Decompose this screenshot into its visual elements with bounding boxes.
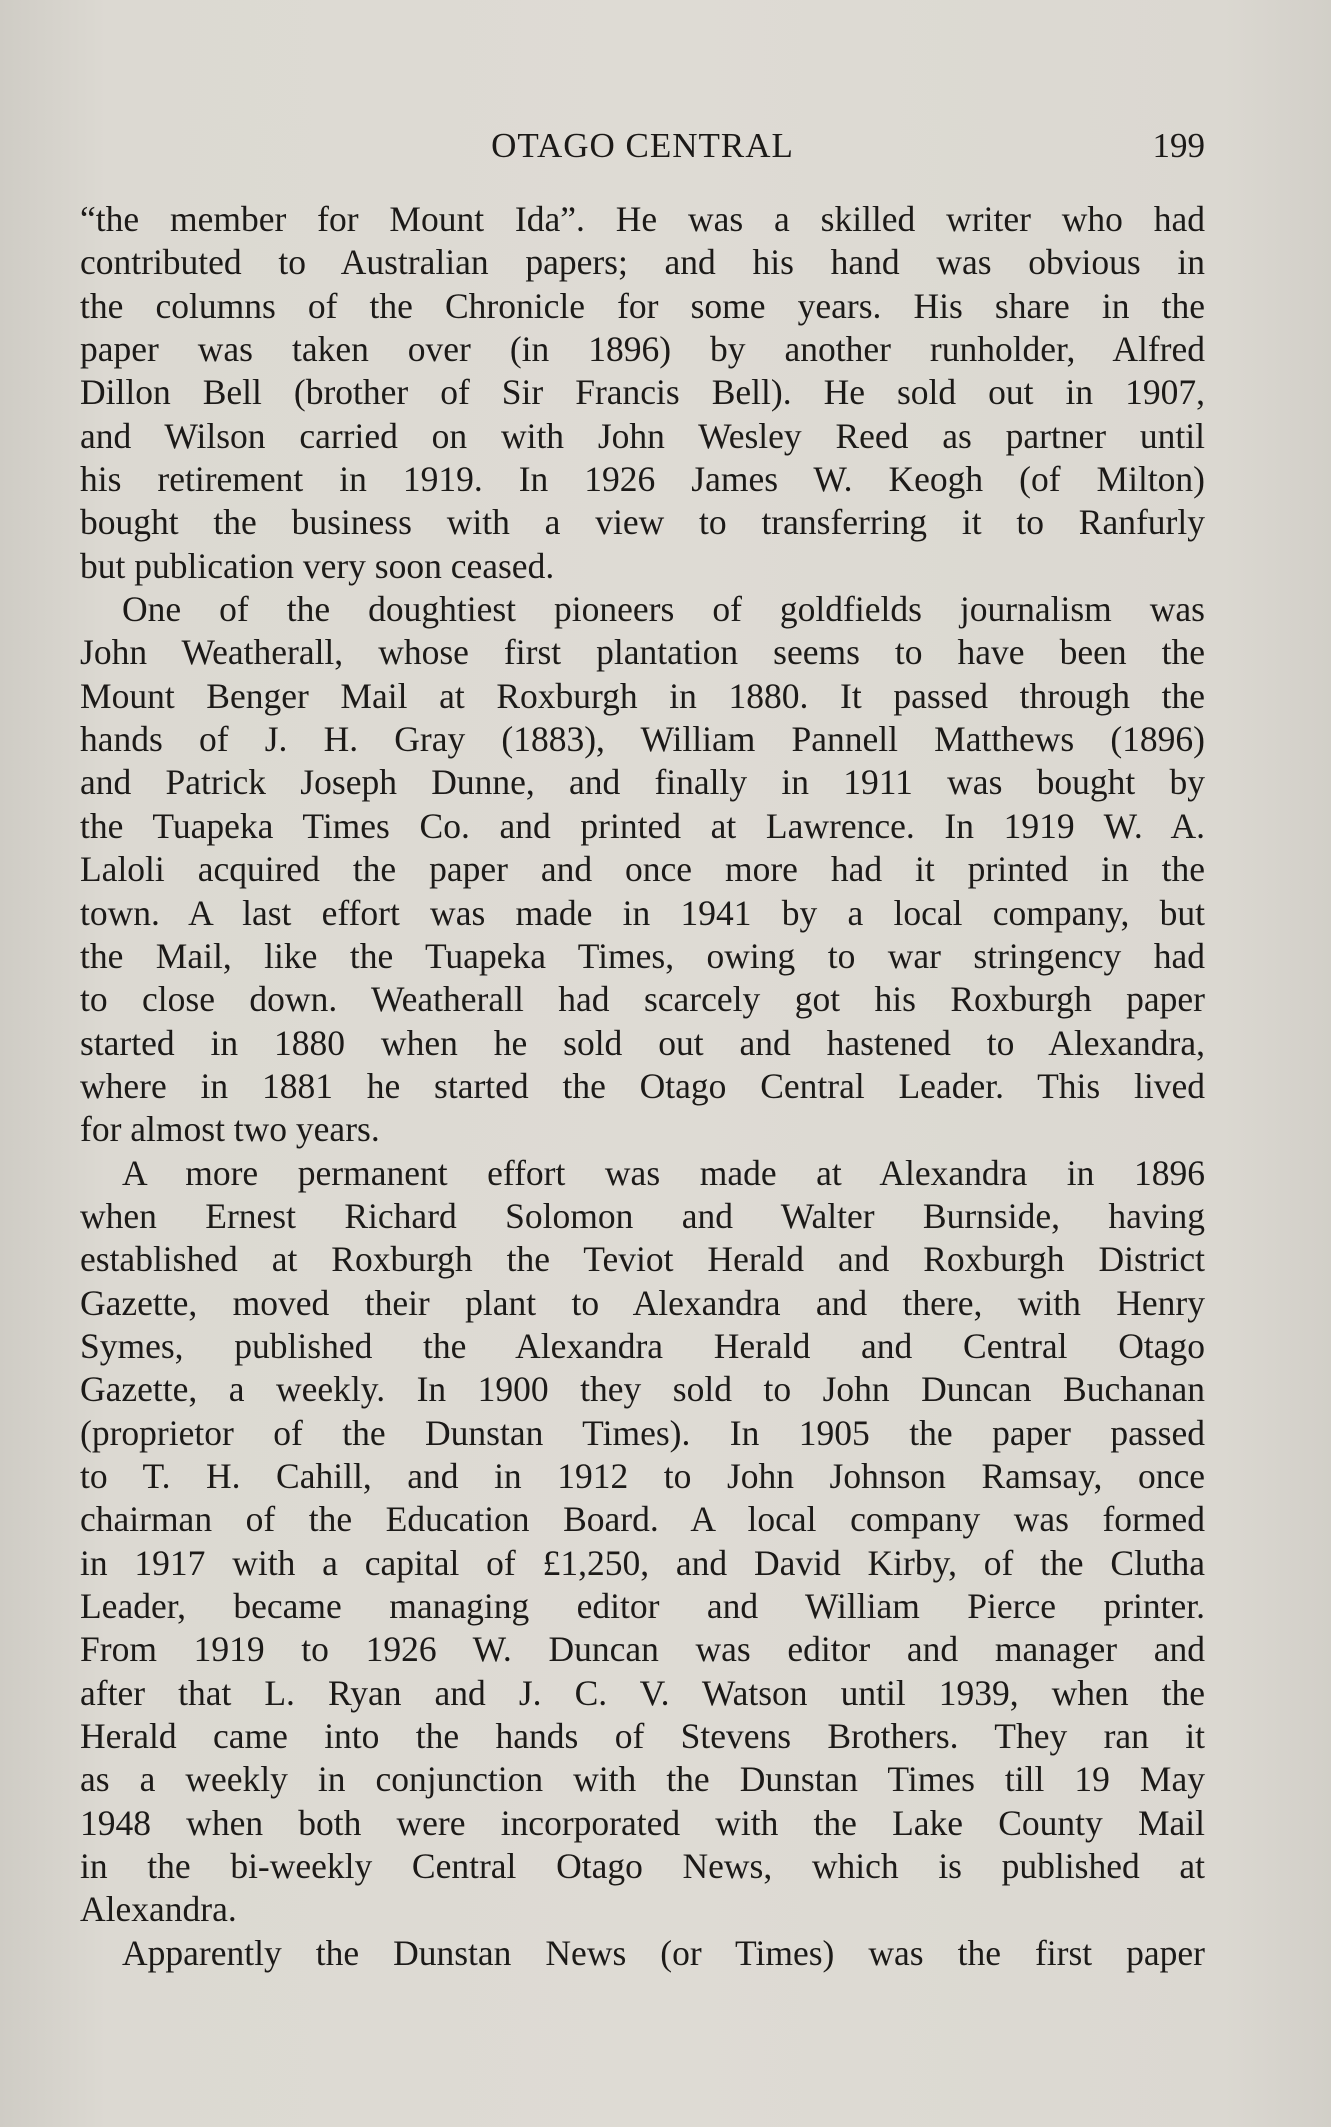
text-line: A more permanent effort was made at Alexandra in 1896 — [122, 1152, 1205, 1193]
running-title: OTAGO CENTRAL — [491, 126, 794, 165]
text-line: when Ernest Richard Solomon and Walter Burnside, having — [80, 1195, 1205, 1236]
text-line: Alexandra. — [80, 1889, 237, 1930]
text-line: and Patrick Joseph Dunne, and finally in 1911 was bought by — [80, 762, 1205, 803]
text-line: Laloli acquired the paper and once more had it printed in the — [80, 849, 1205, 890]
text-line: John Weatherall, whose first plantation seems to have been the — [80, 632, 1205, 673]
text-line: Apparently the Dunstan News (or Times) was the first paper — [122, 1932, 1205, 1973]
text-line: hands of J. H. Gray (1883), William Pannell Matthews (1896) — [80, 719, 1205, 760]
text-line: Mount Benger Mail at Roxburgh in 1880. It passed through the — [80, 675, 1205, 716]
text-line: for almost two years. — [80, 1109, 380, 1150]
text-line: town. A last effort was made in 1941 by a local company, but — [80, 892, 1205, 933]
text-line: after that L. Ryan and J. C. V. Watson until 1939, when the — [80, 1672, 1205, 1713]
text-line: the columns of the Chronicle for some years. His share in the — [80, 285, 1205, 326]
text-line: One of the doughtiest pioneers of goldfields journalism was — [122, 589, 1205, 630]
text-line: chairman of the Education Board. A local company was formed — [80, 1499, 1205, 1540]
text-line: Herald came into the hands of Stevens Brothers. They ran it — [80, 1716, 1205, 1757]
text-line: the Tuapeka Times Co. and printed at Lawrence. In 1919 W. A. — [80, 805, 1205, 846]
text-line: “the member for Mount Ida”. He was a skilled writer who had — [80, 199, 1205, 239]
text-line: his retirement in 1919. In 1926 James W. Keogh (of Milton) — [80, 459, 1205, 500]
text-line: to close down. Weatherall had scarcely got his Roxburgh paper — [80, 979, 1205, 1020]
text-line: Symes, published the Alexandra Herald and Central Otago — [80, 1325, 1205, 1366]
text-line: in 1917 with a capital of £1,250, and David Kirby, of the Clutha — [80, 1542, 1205, 1583]
text-line: Leader, became managing editor and William Pierce printer. — [80, 1586, 1205, 1626]
page-number: 199 — [1152, 126, 1205, 165]
text-line: paper was taken over (in 1896) by another runholder, Alfred — [80, 329, 1205, 370]
text-line: and Wilson carried on with John Wesley Reed as partner until — [80, 415, 1205, 456]
text-line: established at Roxburgh the Teviot Herald and Roxburgh District — [80, 1239, 1205, 1280]
text-line: to T. H. Cahill, and in 1912 to John Johnson Ramsay, once — [80, 1455, 1205, 1496]
text-line: Dillon Bell (brother of Sir Francis Bell). He sold out in 1907, — [80, 372, 1205, 413]
text-line: where in 1881 he started the Otago Central Leader. This lived — [80, 1065, 1205, 1106]
text-line: Gazette, a weekly. In 1900 they sold to John Duncan Buchanan — [80, 1369, 1205, 1410]
text-line: but publication very soon ceased. — [80, 545, 555, 586]
text-line: in the bi-weekly Central Otago News, which is published at — [80, 1846, 1205, 1887]
text-line: contributed to Australian papers; and his hand was obvious in — [80, 242, 1205, 283]
text-line: as a weekly in conjunction with the Dunstan Times till 19 May — [80, 1759, 1205, 1800]
text-line: From 1919 to 1926 W. Duncan was editor and manager and — [80, 1629, 1205, 1670]
text-line: bought the business with a view to transferring it to Ranfurly — [80, 502, 1205, 543]
text-line: started in 1880 when he sold out and hastened to Alexandra, — [80, 1022, 1205, 1063]
text-line: 1948 when both were incorporated with the Lake County Mail — [80, 1802, 1205, 1843]
text-line: the Mail, like the Tuapeka Times, owing to war stringency had — [80, 935, 1205, 976]
body-text — [80, 198, 1205, 1975]
text-line: (proprietor of the Dunstan Times). In 1905 the paper passed — [80, 1412, 1205, 1453]
running-head — [80, 122, 1205, 170]
text-line: Gazette, moved their plant to Alexandra and there, with Henry — [80, 1282, 1205, 1323]
